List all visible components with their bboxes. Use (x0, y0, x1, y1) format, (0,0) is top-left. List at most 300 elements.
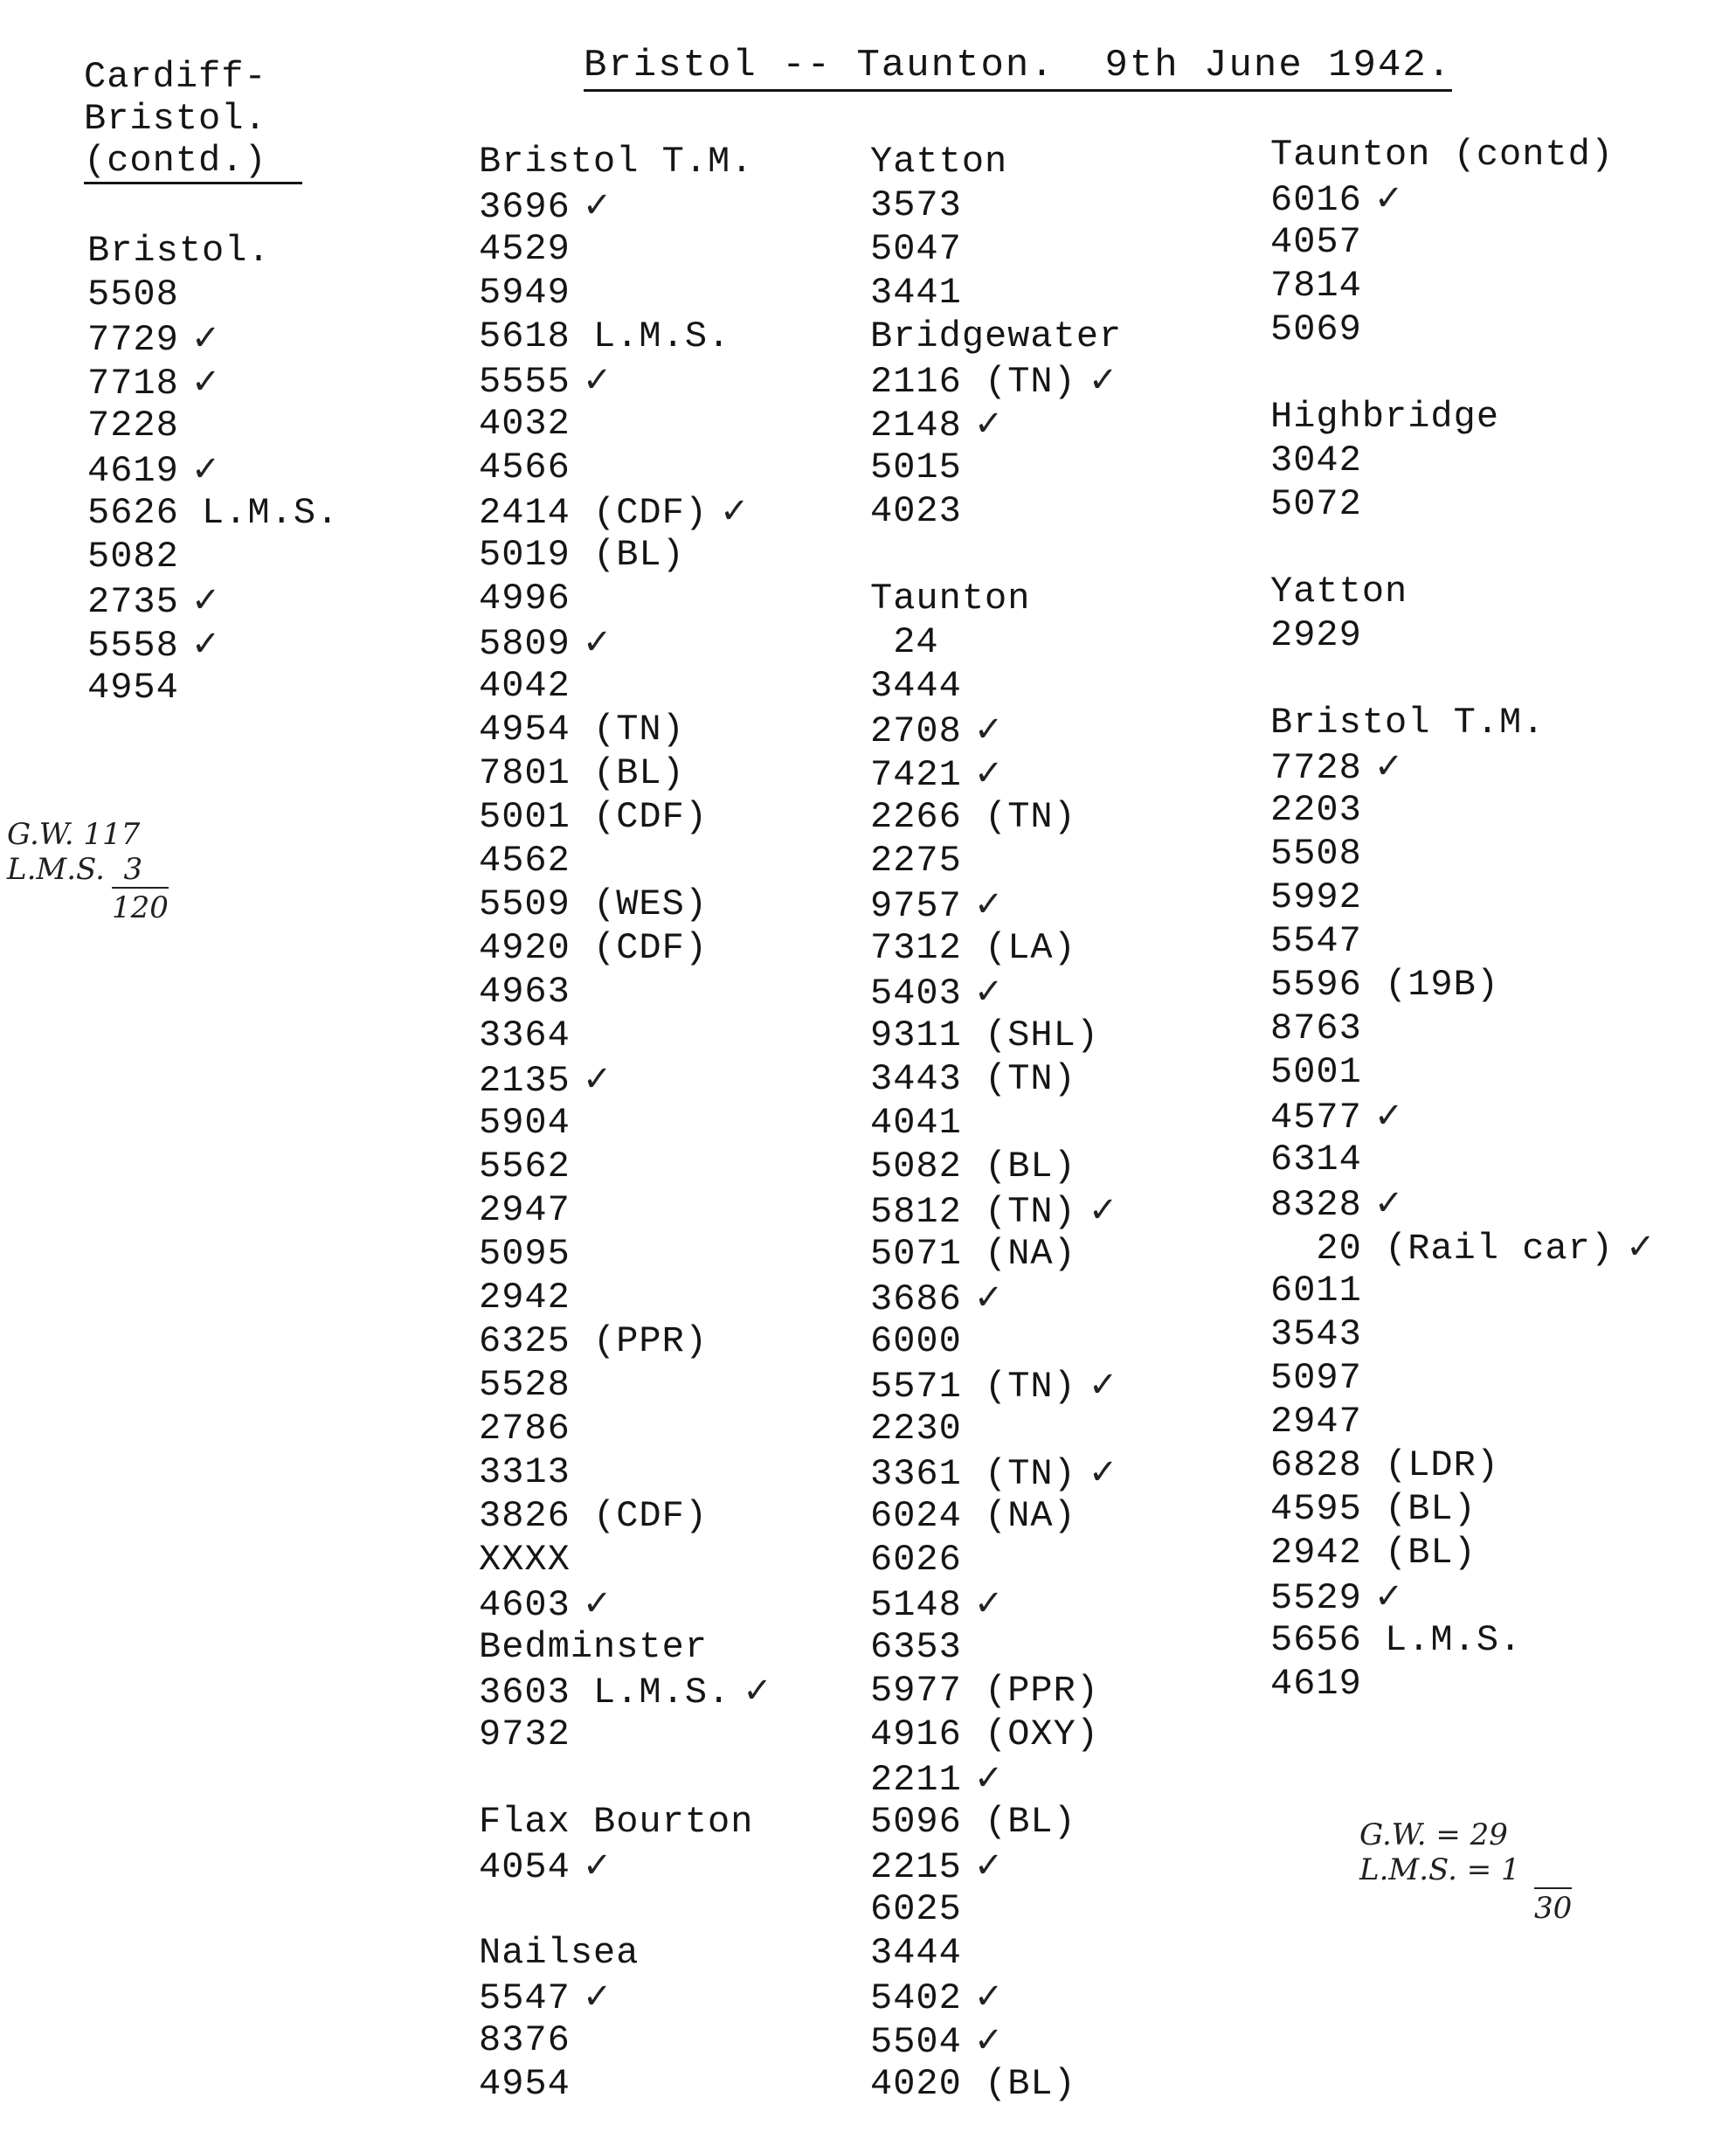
list-item (479, 839, 773, 883)
entry-text: 4032 (479, 403, 571, 445)
list-item (1270, 439, 1656, 482)
list-item (87, 360, 339, 404)
entry-text: 3826 (CDF) (479, 1495, 709, 1537)
entry-text: 6314 (1270, 1139, 1362, 1180)
entry-text: 6353 (870, 1626, 962, 1668)
entry-text: 8376 (479, 2019, 571, 2061)
entry-text: 6011 (1270, 1270, 1362, 1312)
list-item (479, 1014, 773, 1057)
entry-text: 3696 (479, 186, 571, 228)
check-mark-icon: ✓ (1373, 1576, 1405, 1616)
list-item (870, 577, 1122, 620)
entry-text: 2414 (CDF) (479, 492, 709, 534)
list-item (479, 708, 773, 751)
entry-text: 20 (Rail car) (1270, 1228, 1615, 1270)
list-item (1270, 220, 1656, 264)
list-item (870, 1363, 1122, 1407)
page-title: Bristol -- Taunton. 9th June 1942. (584, 44, 1452, 92)
list-item (870, 1756, 1122, 1800)
entry-text: Taunton (870, 578, 1031, 620)
entry-text: 9311 (SHL) (870, 1014, 1100, 1056)
entry-text: 4954 (479, 2063, 571, 2105)
check-mark-icon: ✓ (190, 580, 222, 620)
entry-text: 5001 (CDF) (479, 796, 709, 838)
entry-text: 6016 (1270, 179, 1362, 221)
tally-left (7, 817, 169, 925)
entry-text: 3313 (479, 1451, 571, 1493)
entry-text: 5809 (479, 623, 571, 665)
entry-text: 5403 (870, 973, 962, 1014)
entry-text: 5508 (1270, 833, 1362, 875)
list-item (870, 1057, 1122, 1101)
list-item (870, 1625, 1122, 1669)
entry-text: 7814 (1270, 265, 1362, 307)
entry-text: 5509 (WES) (479, 883, 709, 925)
list-item (479, 1057, 773, 1101)
entry-text: 3443 (TN) (870, 1058, 1076, 1100)
entry-text: 5402 (870, 1977, 962, 2019)
entry-text: 7718 (87, 363, 179, 405)
list-item (1270, 482, 1656, 526)
check-mark-icon: ✓ (582, 1845, 613, 1886)
list-item (87, 447, 339, 491)
list-item (870, 751, 1122, 795)
entry-text: 7312 (LA) (870, 927, 1076, 969)
entry-text: 3603 L.M.S. (479, 1672, 731, 1713)
list-item (1270, 395, 1656, 439)
list-item (870, 620, 1122, 664)
list-item (870, 1101, 1122, 1145)
list-item (87, 229, 339, 273)
entry-text: 2148 (870, 405, 962, 446)
entry-text: 2942 (BL) (1270, 1532, 1477, 1574)
check-mark-icon: ✓ (973, 753, 1005, 793)
list-item (1270, 1138, 1656, 1181)
list-item (1270, 1575, 1656, 1618)
side-heading-line: Bristol. (84, 98, 267, 140)
list-item (1270, 1225, 1656, 1269)
list-item (87, 273, 339, 316)
side-heading (84, 56, 302, 184)
list-item (870, 1582, 1122, 1625)
list-item (87, 491, 339, 535)
list-item (479, 883, 773, 926)
list-item (1270, 351, 1656, 395)
list-item (479, 446, 773, 489)
list-item (479, 795, 773, 839)
list-item (870, 1538, 1122, 1582)
list-item (1270, 1400, 1656, 1443)
entry-text: 4996 (479, 578, 571, 620)
check-mark-icon: ✓ (1088, 1365, 1119, 1405)
entry-text: 3573 (870, 184, 962, 226)
list-item (479, 1450, 773, 1494)
entry-text: Bedminster (479, 1626, 709, 1668)
tally-total: 120 (112, 887, 169, 925)
check-mark-icon: ✓ (973, 1277, 1005, 1318)
entry-text: 3444 (870, 665, 962, 707)
list-item (87, 404, 339, 447)
list-item (87, 578, 339, 622)
list-item (479, 751, 773, 795)
entry-text: 4954 (87, 667, 179, 709)
list-item (870, 664, 1122, 708)
entry-text: 5047 (870, 228, 962, 270)
list-item (870, 2018, 1122, 2062)
list-item (479, 970, 773, 1014)
entry-text: 4566 (479, 446, 571, 488)
entry-text: 5096 (BL) (870, 1801, 1076, 1843)
entry-text: 8763 (1270, 1007, 1362, 1049)
entry-text: 2942 (479, 1277, 571, 1319)
list-item (479, 1669, 773, 1713)
entry-text: 5596 (19B) (1270, 964, 1500, 1006)
list-item (870, 533, 1122, 577)
entry-text: 5528 (479, 1364, 571, 1406)
entry-text: 5626 L.M.S. (87, 492, 340, 534)
entry-text: 4963 (479, 971, 571, 1013)
list-item (870, 358, 1122, 402)
tally-gw: G.W. 117 (7, 817, 141, 852)
entry-text: 5618 L.M.S. (479, 315, 731, 357)
list-item (870, 708, 1122, 751)
list-item (1270, 570, 1656, 613)
list-item (479, 1494, 773, 1538)
list-item (870, 315, 1122, 358)
list-item (479, 1538, 773, 1582)
entry-text: 2708 (870, 710, 962, 752)
list-item (1270, 308, 1656, 351)
list-item (479, 926, 773, 970)
entry-text: Nailsea (479, 1932, 640, 1974)
list-item (1270, 1007, 1656, 1050)
entry-text: 5992 (1270, 876, 1362, 918)
entry-text: 6025 (870, 1888, 962, 1930)
entry-text: 2230 (870, 1408, 962, 1450)
entry-text: 4054 (479, 1846, 571, 1888)
list-item (479, 358, 773, 402)
check-mark-icon: ✓ (190, 624, 222, 664)
entry-text: 2203 (1270, 789, 1362, 831)
list-item (479, 533, 773, 577)
entry-text: Flax Bourton (479, 1801, 754, 1843)
entry-text: 5072 (1270, 483, 1362, 525)
entry-text: 6026 (870, 1539, 962, 1581)
entry-text: 7421 (870, 754, 962, 796)
list-item (479, 1756, 773, 1800)
list-item (870, 1319, 1122, 1363)
entry-text: 2135 (479, 1060, 571, 1102)
check-mark-icon: ✓ (1088, 1190, 1119, 1230)
list-item (479, 183, 773, 227)
list-item (1270, 1312, 1656, 1356)
tally-lms: L.M.S. = 1 (1359, 1852, 1520, 1887)
entry-text: 7801 (BL) (479, 752, 685, 794)
entry-text: 2116 (TN) (870, 361, 1076, 403)
list-item (870, 1494, 1122, 1538)
check-mark-icon: ✓ (190, 449, 222, 489)
side-heading-line: Cardiff- (84, 56, 267, 98)
side-heading-line: (contd.) (84, 140, 302, 184)
list-item (87, 316, 339, 360)
check-mark-icon: ✓ (582, 1976, 613, 2017)
list-item (479, 271, 773, 315)
column-yatton-taunton (870, 140, 1122, 2106)
list-item (870, 883, 1122, 926)
check-mark-icon: ✓ (1373, 746, 1405, 786)
check-mark-icon: ✓ (720, 491, 750, 531)
entry-text: 5656 L.M.S. (1270, 1619, 1523, 1661)
entry-text: 5001 (1270, 1051, 1362, 1093)
list-item (479, 1800, 773, 1844)
list-item (1270, 744, 1656, 788)
list-item (1270, 1443, 1656, 1487)
list-item (870, 1232, 1122, 1276)
list-item (479, 1931, 773, 1975)
entry-text: 5504 (870, 2021, 962, 2063)
check-mark-icon: ✓ (973, 710, 1005, 750)
check-mark-icon: ✓ (973, 2020, 1005, 2060)
entry-text: 5148 (870, 1584, 962, 1626)
list-item (1270, 832, 1656, 876)
entry-text: 2735 (87, 581, 179, 623)
entry-text: 2947 (479, 1189, 571, 1231)
entry-text: 5812 (TN) (870, 1191, 1076, 1233)
list-item (870, 227, 1122, 271)
entry-text: 2929 (1270, 614, 1362, 656)
list-item (1270, 919, 1656, 963)
entry-text: 2947 (1270, 1401, 1362, 1443)
list-item (870, 489, 1122, 533)
check-mark-icon: ✓ (973, 884, 1005, 924)
entry-text: 6024 (NA) (870, 1495, 1076, 1537)
check-mark-icon: ✓ (1626, 1227, 1656, 1267)
entry-text: 8328 (1270, 1184, 1362, 1226)
entry-text: Bristol T.M. (479, 141, 754, 183)
list-item (870, 926, 1122, 970)
tally-right (1359, 1817, 1572, 1926)
entry-text: 4041 (870, 1102, 962, 1144)
entry-text: 6000 (870, 1320, 962, 1362)
entry-text: 4529 (479, 228, 571, 270)
list-item (479, 577, 773, 620)
list-item (870, 1713, 1122, 1756)
entry-text: 4595 (BL) (1270, 1488, 1477, 1530)
list-item (479, 1582, 773, 1625)
list-item (870, 140, 1122, 183)
check-mark-icon: ✓ (973, 404, 1005, 444)
list-item (479, 620, 773, 664)
list-item (479, 1188, 773, 1232)
list-item (479, 1407, 773, 1450)
list-item (479, 1713, 773, 1756)
list-item (1270, 1181, 1656, 1225)
entry-text: XXXX (479, 1539, 571, 1581)
entry-text: 3042 (1270, 440, 1362, 481)
list-item (1270, 1487, 1656, 1531)
entry-text: 4603 (479, 1584, 571, 1626)
check-mark-icon: ✓ (743, 1671, 773, 1711)
list-item (870, 271, 1122, 315)
entry-text: 4920 (CDF) (479, 927, 709, 969)
list-item (870, 1407, 1122, 1450)
entry-text: Bridgewater (870, 315, 1123, 357)
list-item (870, 1975, 1122, 2018)
entry-text: 2266 (TN) (870, 796, 1076, 838)
list-item (870, 2062, 1122, 2106)
check-mark-icon: ✓ (1373, 1183, 1405, 1223)
check-mark-icon: ✓ (1088, 1452, 1119, 1492)
entry-text: 5547 (1270, 920, 1362, 962)
list-item (870, 970, 1122, 1014)
entry-text: 5508 (87, 273, 179, 315)
entry-text: 5977 (PPR) (870, 1670, 1100, 1712)
entry-text: 5571 (TN) (870, 1366, 1076, 1408)
list-item (1270, 1618, 1656, 1662)
check-mark-icon: ✓ (1088, 360, 1119, 400)
list-item (870, 1887, 1122, 1931)
list-item (870, 402, 1122, 446)
entry-text: 5558 (87, 625, 179, 667)
list-item (870, 1145, 1122, 1188)
entry-text: 3444 (870, 1932, 962, 1974)
list-item (479, 1975, 773, 2018)
list-item (870, 1844, 1122, 1887)
entry-text: 5904 (479, 1102, 571, 1144)
check-mark-icon: ✓ (190, 318, 222, 358)
list-item (1270, 963, 1656, 1007)
check-mark-icon: ✓ (190, 362, 222, 402)
check-mark-icon: ✓ (582, 185, 613, 225)
list-item (870, 1800, 1122, 1844)
entry-text: 5069 (1270, 308, 1362, 350)
entry-text: 7729 (87, 319, 179, 361)
list-item (479, 140, 773, 183)
entry-text: Bristol T.M. (1270, 702, 1546, 744)
list-item (1270, 788, 1656, 832)
list-item (870, 795, 1122, 839)
entry-text: 5949 (479, 272, 571, 314)
entry-text: 9757 (870, 885, 962, 927)
entry-text: 4619 (87, 450, 179, 492)
list-item (479, 227, 773, 271)
check-mark-icon: ✓ (1373, 178, 1405, 218)
list-item (87, 535, 339, 578)
check-mark-icon: ✓ (973, 1976, 1005, 2017)
list-item (1270, 177, 1656, 220)
entry-text: 2215 (870, 1846, 962, 1888)
entry-text: 4577 (1270, 1097, 1362, 1139)
tally-total: 30 (1534, 1887, 1572, 1926)
list-item (479, 1363, 773, 1407)
list-item (870, 1931, 1122, 1975)
list-item (1270, 701, 1656, 744)
list-item (1270, 613, 1656, 657)
entry-text: 5082 (87, 536, 179, 578)
entry-text: 4619 (1270, 1663, 1362, 1705)
entry-text: Yatton (1270, 571, 1408, 613)
entry-text: 2275 (870, 840, 962, 882)
entry-text: 7728 (1270, 747, 1362, 789)
entry-text: 5082 (BL) (870, 1146, 1076, 1187)
entry-text: 4020 (BL) (870, 2063, 1076, 2105)
entry-text: Highbridge (1270, 396, 1500, 438)
list-item (870, 1276, 1122, 1319)
list-item (479, 1145, 773, 1188)
list-item (479, 1276, 773, 1319)
entry-text: Bristol. (87, 230, 271, 272)
entry-text: 5015 (870, 446, 962, 488)
list-item (479, 1319, 773, 1363)
list-item (479, 1625, 773, 1669)
check-mark-icon: ✓ (973, 1583, 1005, 1623)
entry-text: 4954 (TN) (479, 709, 685, 751)
list-item (479, 1844, 773, 1887)
entry-text: Yatton (870, 141, 1008, 183)
list-item (479, 2062, 773, 2106)
list-item (87, 666, 339, 710)
entry-text: 5097 (1270, 1357, 1362, 1399)
entry-text: 5095 (479, 1233, 571, 1275)
list-item (870, 1188, 1122, 1232)
check-mark-icon: ✓ (582, 1059, 613, 1099)
entry-text: 3543 (1270, 1313, 1362, 1355)
list-item (479, 1887, 773, 1931)
entry-text: 5562 (479, 1146, 571, 1187)
entry-text: 4023 (870, 490, 962, 532)
entry-text: 5019 (BL) (479, 534, 685, 576)
entry-text: 3686 (870, 1278, 962, 1320)
entry-text: 3361 (TN) (870, 1453, 1076, 1495)
entry-text: 24 (870, 621, 939, 663)
entry-text: 4042 (479, 665, 571, 707)
list-item (1270, 657, 1656, 701)
list-item (870, 839, 1122, 883)
list-item (479, 1101, 773, 1145)
list-item (87, 622, 339, 666)
check-mark-icon: ✓ (582, 360, 613, 400)
entry-text: 9732 (479, 1713, 571, 1755)
check-mark-icon: ✓ (582, 1583, 613, 1623)
check-mark-icon: ✓ (1373, 1096, 1405, 1136)
tally-lms: L.M.S. 3 (7, 852, 143, 887)
list-item (870, 183, 1122, 227)
list-item (1270, 1531, 1656, 1575)
list-item (1270, 264, 1656, 308)
entry-text: 4562 (479, 840, 571, 882)
list-item (479, 489, 773, 533)
entry-text: 6828 (LDR) (1270, 1444, 1500, 1486)
list-item (1270, 876, 1656, 919)
check-mark-icon: ✓ (582, 622, 613, 662)
entry-text: 2211 (870, 1759, 962, 1801)
list-item (1270, 1356, 1656, 1400)
list-item (479, 402, 773, 446)
list-item (870, 446, 1122, 489)
entry-text: 5555 (479, 361, 571, 403)
entry-text: 3364 (479, 1014, 571, 1056)
list-item (870, 1669, 1122, 1713)
column-bristol-tm (479, 140, 773, 2106)
list-item (1270, 1662, 1656, 1706)
entry-text: 2786 (479, 1408, 571, 1450)
list-item (479, 664, 773, 708)
list-item (1270, 526, 1656, 570)
list-item (479, 2018, 773, 2062)
check-mark-icon: ✓ (973, 972, 1005, 1012)
entry-text: 5547 (479, 1977, 571, 2019)
entry-text: 6325 (PPR) (479, 1320, 709, 1362)
